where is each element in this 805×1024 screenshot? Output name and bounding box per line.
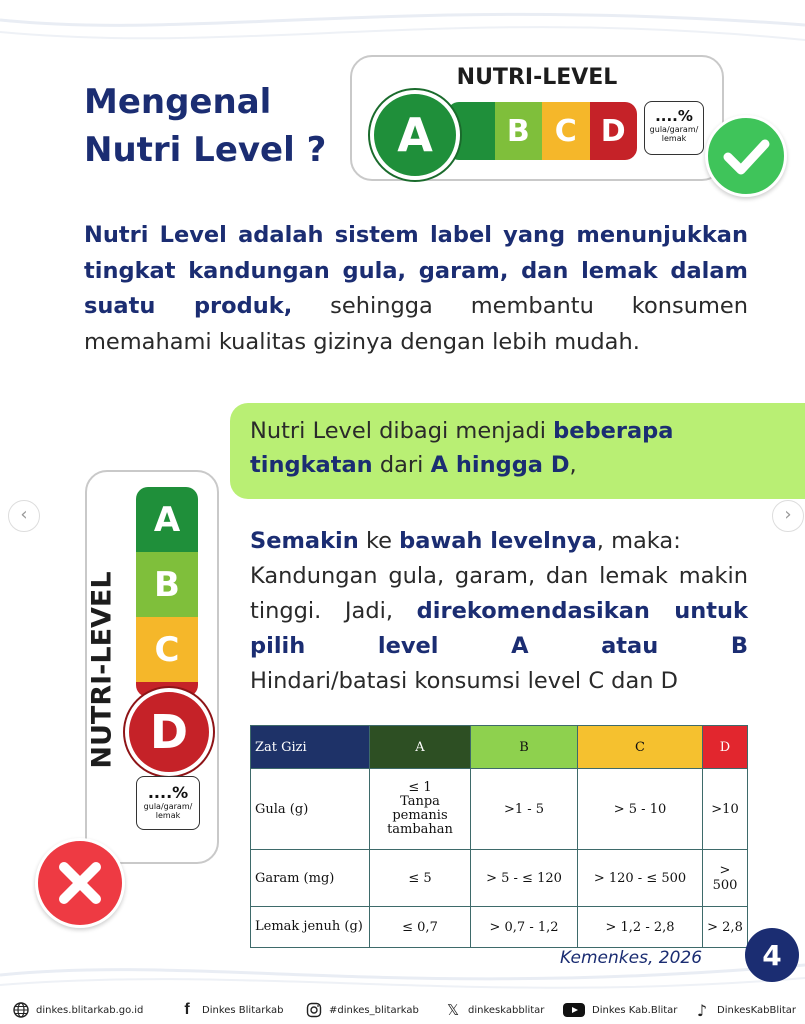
- table-row: [251, 850, 748, 907]
- level-a-highlight: A: [370, 90, 460, 180]
- table-header-row: [251, 726, 748, 769]
- vertical-percent-value: ....%: [147, 783, 189, 802]
- level-b-segment: B: [495, 102, 543, 160]
- info-text-2: , maka:: [596, 528, 681, 554]
- info-bold-3: direkomendasikan untuk pilih level A atau B: [250, 598, 748, 659]
- page-title: [84, 78, 326, 174]
- tiktok-icon: ♪: [696, 1000, 708, 1020]
- levels-text-1: Nutri Level dibagi menjadi: [250, 418, 554, 444]
- footer-tiktok[interactable]: [693, 1001, 796, 1019]
- cell-sugar-a: ≤ 1 Tanpa pemanis tambahan: [370, 769, 471, 850]
- vertical-title-text: NUTRI-LEVEL: [86, 571, 118, 769]
- cell-sugar-b: >1 - 5: [471, 769, 578, 850]
- table-row: [251, 907, 748, 948]
- header-nutrient: Zat Gizi: [251, 726, 370, 769]
- nutrient-threshold-table: [250, 725, 748, 948]
- info-line-3: Hindari/batasi konsumsi level C dan D: [250, 668, 678, 694]
- cell-sugar-c: > 5 - 10: [578, 769, 703, 850]
- footer-website-text: dinkes.blitarkab.go.id: [36, 1004, 144, 1016]
- levels-text-3: ,: [569, 452, 577, 478]
- cell-salt-c: > 120 - ≤ 500: [578, 850, 703, 907]
- next-slide-button[interactable]: ›: [772, 500, 804, 532]
- footer-social-bar: [0, 995, 805, 1024]
- info-text-1: ke: [358, 528, 400, 554]
- footer-website[interactable]: [12, 1001, 143, 1019]
- percent-label: gula/garam/ lemak: [649, 125, 699, 143]
- intro-normal-text: sehingga membantu konsumen memahami kualitas gizinya dengan lebih mudah.: [84, 293, 748, 355]
- cell-salt-a: ≤ 5: [370, 850, 471, 907]
- cell-fat-c: > 1,2 - 2,8: [578, 907, 703, 948]
- footer-instagram[interactable]: [305, 1001, 419, 1019]
- facebook-icon: f: [184, 1001, 190, 1018]
- globe-icon: [12, 1001, 30, 1019]
- level-c-segment: C: [542, 102, 590, 160]
- footer-youtube[interactable]: [562, 1001, 677, 1019]
- level-d-segment: D: [590, 102, 638, 160]
- vertical-percent-box: [136, 776, 200, 830]
- intro-bold-text: Nutri Level adalah sistem label yang menunjukkan tingkat kandungan gula, garam, dan lemak dalam suatu produk,: [84, 222, 748, 319]
- page-number: 4: [745, 928, 799, 982]
- x-icon: 𝕏: [446, 1002, 460, 1019]
- info-text-3: Kandungan gula, garam, dan lemak makin tinggi. Jadi,: [250, 563, 748, 624]
- cell-salt-b: > 5 - ≤ 120: [471, 850, 578, 907]
- badge-title: NUTRI-LEVEL: [456, 65, 618, 90]
- source-citation: Kemenkes, 2026: [560, 948, 703, 968]
- instagram-icon: [305, 1001, 323, 1019]
- header-level-c: C: [578, 726, 703, 769]
- levels-description: [250, 414, 750, 482]
- footer-facebook[interactable]: [178, 1001, 283, 1019]
- level-bar: [447, 102, 637, 160]
- cross-icon: [35, 838, 125, 928]
- cell-fat-d: > 2,8: [703, 907, 748, 948]
- youtube-icon: [562, 1001, 586, 1019]
- cell-salt-d: > 500: [703, 850, 748, 907]
- nutri-level-badge-horizontal: [350, 55, 724, 181]
- footer-instagram-text: #dinkes_blitarkab: [329, 1004, 419, 1016]
- levels-bold-1: beberapa tingkatan: [250, 418, 674, 478]
- title-line-2: Nutri Level ?: [84, 130, 327, 170]
- info-line-2: [250, 559, 748, 664]
- info-bold-1: Semakin: [250, 528, 359, 554]
- vertical-badge-title: [78, 555, 126, 785]
- row-nutrient-fat: Lemak jenuh (g): [251, 907, 370, 948]
- header-level-d: D: [703, 726, 748, 769]
- info-line-1: [250, 524, 748, 559]
- title-line-1: Mengenal: [84, 82, 272, 122]
- footer-x-text: dinkeskabblitar: [468, 1004, 545, 1016]
- level-d-highlight: D: [125, 688, 213, 776]
- cell-sugar-d: >10: [703, 769, 748, 850]
- vertical-level-bar: [136, 487, 198, 697]
- recommendation-text: [250, 524, 748, 699]
- levels-bold-2: A hingga D: [430, 452, 570, 478]
- v-level-a: A: [136, 487, 198, 552]
- v-level-c: C: [136, 617, 198, 682]
- table-row: [251, 769, 748, 850]
- row-nutrient-sugar: Gula (g): [251, 769, 370, 850]
- row-nutrient-salt: Garam (mg): [251, 850, 370, 907]
- levels-text-2: dari: [372, 452, 431, 478]
- percent-box: [644, 101, 704, 155]
- intro-paragraph: [84, 218, 748, 360]
- footer-facebook-text: Dinkes Blitarkab: [202, 1004, 284, 1016]
- v-level-b: B: [136, 552, 198, 617]
- info-bold-2: bawah levelnya: [399, 528, 597, 554]
- check-icon: [705, 115, 787, 197]
- header-level-b: B: [471, 726, 578, 769]
- footer-tiktok-text: DinkesKabBlitar: [717, 1004, 797, 1016]
- prev-slide-button[interactable]: ‹: [8, 500, 40, 532]
- cell-fat-b: > 0,7 - 1,2: [471, 907, 578, 948]
- footer-youtube-text: Dinkes Kab.Blitar: [592, 1004, 678, 1016]
- cell-fat-a: ≤ 0,7: [370, 907, 471, 948]
- header-level-a: A: [370, 726, 471, 769]
- vertical-percent-label: gula/garam/ lemak: [143, 802, 193, 820]
- footer-x[interactable]: [444, 1001, 544, 1019]
- percent-value: ....%: [655, 107, 693, 125]
